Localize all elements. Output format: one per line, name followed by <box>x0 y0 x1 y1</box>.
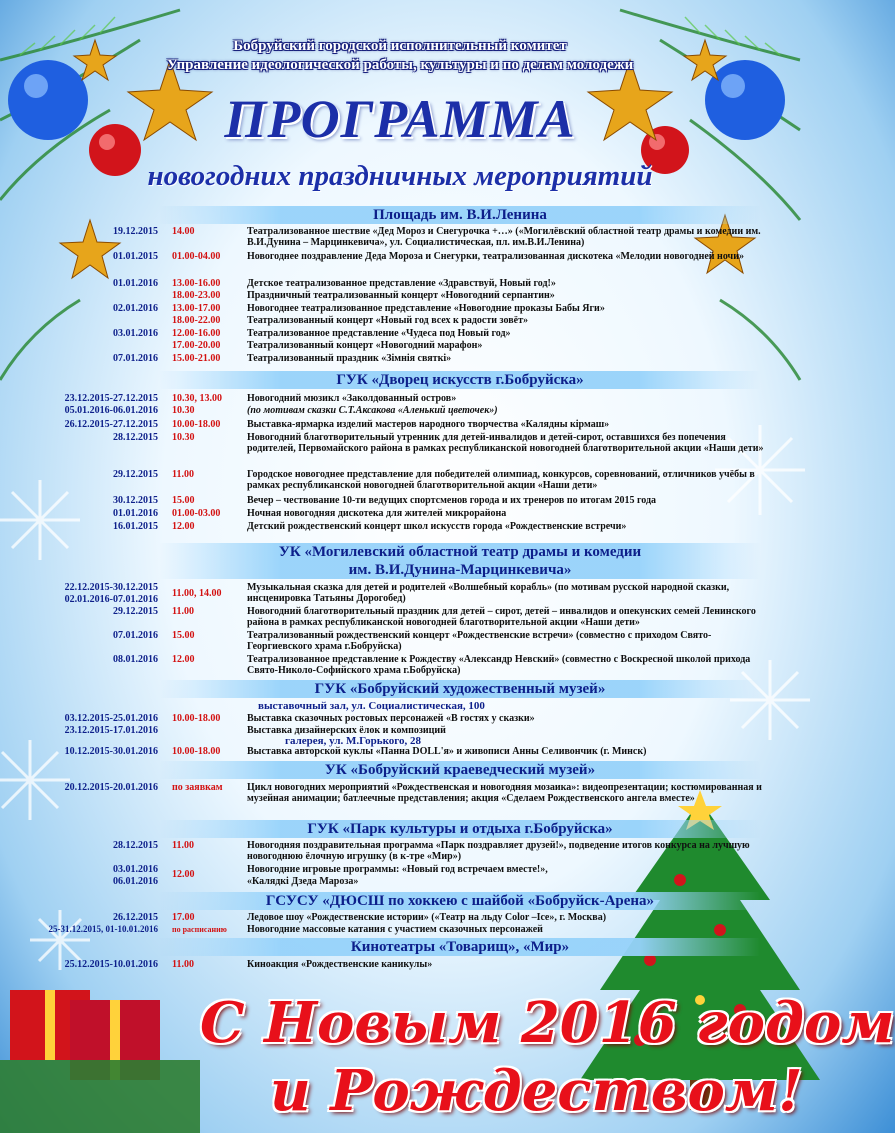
event-time: по заявкам <box>172 782 223 793</box>
event-time: 18.00-23.00 <box>172 290 221 301</box>
event-description: Ночная новогодняя дискотека для жителей микрорайона <box>247 508 507 519</box>
event-description: Театрализованный рождественский концерт «Рождественские встречи» (совместно с приходом Свято-Георгиевского храма г.Бобруйска) <box>247 630 712 652</box>
event-date: 01.01.2015 <box>113 251 158 262</box>
event-description: (по мотивам сказки С.Т.Аксакова «Аленький цветочек») <box>247 405 498 416</box>
event-time: 11.00 <box>172 606 194 617</box>
greeting-line-2: и Рождеством! <box>270 1058 803 1124</box>
event-date: 07.01.2016 <box>113 353 158 364</box>
event-date: 05.01.2016-06.01.2016 <box>64 405 158 416</box>
event-time: 10.30 <box>172 405 195 416</box>
event-time: 11.00 <box>172 959 194 970</box>
event-time: 15.00 <box>172 495 195 506</box>
organisation-line-1: Бобруйский городской исполнительный комитет <box>233 38 567 54</box>
event-description: «Калядкі Дзеда Мароза» <box>247 876 359 887</box>
sublocation-label: галерея, ул. М.Горького, 28 <box>285 735 422 747</box>
event-description: Театрализованное шествие «Дед Мороз и Снегурочка +…» («Могилёвский областной театр драмы и комедии им. В.И.Дунина – Марцинкевича», ул. Социалистическая, пл. им.В.И.Ленина) <box>247 226 761 248</box>
event-description: Ледовое шоу «Рождественские истории» («Театр на льду Color –Ice», г. Москва) <box>247 912 607 923</box>
event-time: 12.00 <box>172 521 195 532</box>
event-time: 12.00-16.00 <box>172 328 221 339</box>
event-description: Музыкальная сказка для детей и родителей «Волшебный корабль» (по мотивам русской народной сказки, инсценировка Татьяны Дорогобед) <box>247 582 730 604</box>
event-description: Выставка-ярмарка изделий мастеров народного творчества «Калядны кірмаш» <box>247 419 610 430</box>
event-date: 03.01.2016 <box>113 864 158 875</box>
event-time: 10.00-18.00 <box>172 746 221 757</box>
event-time: 18.00-22.00 <box>172 315 221 326</box>
event-description: Новогодний благотворительный праздник для детей – сирот, детей – инвалидов и опекунских семей Ленинского района в рамках республиканской новогодней благотворительной акции «Наши дети» <box>247 606 756 628</box>
event-description: Вечер – чествование 10-ти ведущих спортсменов города и их тренеров по итогам 2015 года <box>247 495 657 506</box>
event-time: 15.00 <box>172 630 195 641</box>
event-date: 03.12.2015-25.01.2016 <box>64 713 158 724</box>
event-date: 08.01.2016 <box>113 654 158 665</box>
event-description: Выставка дизайнерских ёлок и композиций <box>247 725 446 736</box>
event-description: Новогодняя поздравительная программа «Парк поздравляет друзей!», подведение итогов конкурса на лучшую новогоднюю ёлочную игрушку (в к-тре «Мир») <box>247 840 750 862</box>
venue-header: ГУК «Бобруйский художественный музей» <box>160 680 760 698</box>
event-date: 28.12.2015 <box>113 432 158 443</box>
event-date: 26.12.2015 <box>113 912 158 923</box>
event-time: 10.30 <box>172 432 195 443</box>
event-description: Новогодние игровые программы: «Новый год встречаем вместе!», <box>247 864 548 875</box>
event-description: Новогоднее поздравление Деда Мороза и Снегурки, театрализованная дискотека «Мелодии новогодней ночи» <box>247 251 744 262</box>
event-time: 13.00-16.00 <box>172 278 221 289</box>
event-date: 10.12.2015-30.01.2016 <box>64 746 158 757</box>
event-date: 06.01.2016 <box>113 876 158 887</box>
event-time: 12.00 <box>172 654 195 665</box>
event-time: 10.00-18.00 <box>172 419 221 430</box>
event-description: Киноакция «Рождественские каникулы» <box>247 959 433 970</box>
event-date: 03.01.2016 <box>113 328 158 339</box>
event-date: 25-31.12.2015, 01-10.01.2016 <box>48 924 158 934</box>
venue-header: УК «Бобруйский краеведческий музей» <box>160 761 760 779</box>
event-time: 14.00 <box>172 226 195 237</box>
event-description: Городское новогоднее представление для победителей олимпиад, конкурсов, соревнований, отличников учёбы в рамках республиканской новогодней благотворительной акции «Наши дети» <box>247 469 755 491</box>
event-date: 16.01.2015 <box>113 521 158 532</box>
event-date: 02.01.2016 <box>113 303 158 314</box>
event-time: 17.00 <box>172 912 195 923</box>
event-description: Выставка сказочных ростовых персонажей «В гостях у сказки» <box>247 713 535 724</box>
venue-header: ГСУСУ «ДЮСШ по хоккею с шайбой «Бобруйск-Арена» <box>160 892 760 910</box>
venue-header <box>160 543 760 579</box>
venue-header: ГУК «Дворец искусств г.Бобруйска» <box>160 371 760 389</box>
event-description: Новогодние массовые катания с участием сказочных персонажей <box>247 924 543 935</box>
event-date: 20.12.2015-20.01.2016 <box>64 782 158 793</box>
sublocation-label: выставочный зал, ул. Социалистическая, 100 <box>258 700 485 712</box>
event-time: 11.00 <box>172 840 194 851</box>
event-description: Детский рождественский концерт школ искусств города «Рождественские встречи» <box>247 521 627 532</box>
event-date: 28.12.2015 <box>113 840 158 851</box>
event-description: Праздничный театрализованный концерт «Новогодний серпантин» <box>247 290 555 301</box>
event-date: 02.01.2016-07.01.2016 <box>64 594 158 605</box>
event-date: 25.12.2015-10.01.2016 <box>64 959 158 970</box>
event-description: Новогодний благотворительный утренник для детей-инвалидов и детей-сирот, оставшихся без попечения родителей, Первомайского района в рамках республиканской новогодней благотворительной акции «Наши дети» <box>247 432 764 454</box>
event-time: 12.00 <box>172 869 195 880</box>
venue-header: ГУК «Парк культуры и отдыха г.Бобруйска» <box>160 820 760 838</box>
event-time: 11.00, 14.00 <box>172 588 222 599</box>
event-date: 29.12.2015 <box>113 469 158 480</box>
organisation-line-2: Управление идеологической работы, культуры и по делам молодежи <box>166 57 634 73</box>
event-time: 13.00-17.00 <box>172 303 221 314</box>
event-date: 23.12.2015-17.01.2016 <box>64 725 158 736</box>
event-time: 10.00-18.00 <box>172 713 221 724</box>
greeting-line-1: С Новым 2016 годом <box>200 990 895 1056</box>
event-description: Театрализованный праздник «Зімнія святкі» <box>247 353 452 364</box>
event-date: 26.12.2015-27.12.2015 <box>64 419 158 430</box>
event-description: Выставка авторской куклы «Панна DOLL'я» и живописи Анны Селивончик (г. Минск) <box>247 746 647 757</box>
event-date: 01.01.2016 <box>113 278 158 289</box>
venue-name-line-1: УК «Могилевский областной театр драмы и комедии <box>278 544 642 560</box>
event-time: 01.00-03.00 <box>172 508 221 519</box>
event-date: 01.01.2016 <box>113 508 158 519</box>
event-time: 17.00-20.00 <box>172 340 221 351</box>
event-date: 19.12.2015 <box>113 226 158 237</box>
event-description: Театрализованный концерт «Новый год всех к радости зовёт» <box>247 315 529 326</box>
event-description: Новогоднее театрализованное представление «Новогодние проказы Бабы Яги» <box>247 303 605 314</box>
venue-header: Площадь им. В.И.Ленина <box>160 206 760 224</box>
event-date: 30.12.2015 <box>113 495 158 506</box>
event-date: 29.12.2015 <box>113 606 158 617</box>
event-time: 15.00-21.00 <box>172 353 221 364</box>
event-description: Новогодний мюзикл «Заколдованный остров» <box>247 393 457 404</box>
event-time: 10.30, 13.00 <box>172 393 222 404</box>
event-time: по расписанию <box>172 925 227 934</box>
event-date: 07.01.2016 <box>113 630 158 641</box>
event-date: 23.12.2015-27.12.2015 <box>64 393 158 404</box>
venue-header: Кинотеатры «Товарищ», «Мир» <box>160 938 760 956</box>
event-description: Цикл новогодних мероприятий «Рождественская и новогодняя мозаика»: видеопрезентации; костюмированная и музейная анимации; батлеечные представления; акция «Сделаем Рождественского ангела вместе» <box>247 782 762 804</box>
event-time: 11.00 <box>172 469 194 480</box>
venue-name-line-2: им. В.И.Дунина-Марцинкевича» <box>348 562 572 578</box>
event-description: Театрализованное представление к Рождеству «Александр Невский» (совместно с Воскресной школой прихода Свято-Николо-Софийского храма г.Бобруйска) <box>247 654 751 676</box>
event-description: Театрализованное представление «Чудеса под Новый год» <box>247 328 511 339</box>
event-time: 01.00-04.00 <box>172 251 221 262</box>
page-title: ПРОГРАММА <box>224 89 576 149</box>
event-description: Театрализованный концерт «Новогодний марафон» <box>247 340 483 351</box>
event-description: Детское театрализованное представление «Здравствуй, Новый год!» <box>247 278 556 289</box>
page-subtitle: новогодних праздничных мероприятий <box>147 160 653 192</box>
event-date: 22.12.2015-30.12.2015 <box>64 582 158 593</box>
